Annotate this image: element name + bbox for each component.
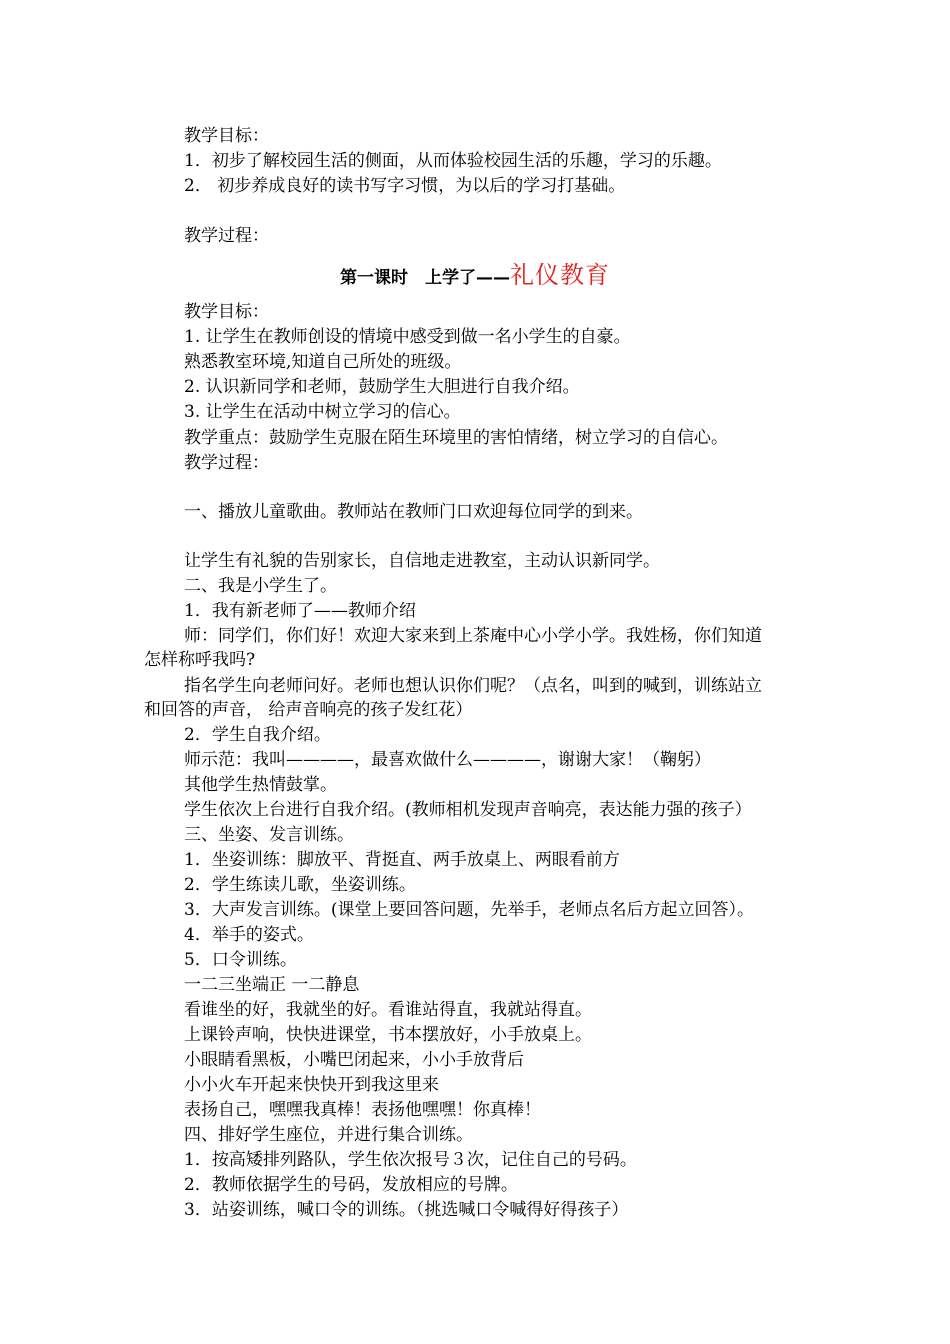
paragraph: 让学生有礼貌的告别家长，自信地走进教室，主动认识新同学。 bbox=[184, 551, 660, 571]
paragraph: 2．学生自我介绍。 bbox=[184, 725, 331, 745]
paragraph: 2．教师依据学生的号码，发放相应的号牌。 bbox=[184, 1175, 518, 1195]
section-heading: 三、坐姿、发言训练。 bbox=[184, 825, 354, 845]
lesson-process-heading: 教学过程： bbox=[184, 453, 269, 473]
paragraph-continuation: 怎样称呼我吗? bbox=[144, 650, 256, 670]
paragraph-continuation: 和回答的声音， 给声音响亮的孩子发红花） bbox=[144, 700, 473, 720]
chant-line: 小眼睛看黑板，小嘴巴闭起来，小小手放背后 bbox=[184, 1050, 524, 1070]
paragraph: 其他学生热情鼓掌。 bbox=[184, 775, 337, 795]
lesson-goal-1b: 熟悉教室环境,知道自己所处的班级。 bbox=[184, 352, 462, 372]
section-heading: 二、我是小学生了。 bbox=[184, 576, 337, 596]
paragraph: 4．举手的姿式。 bbox=[184, 925, 314, 945]
chant-line: 表扬自己，嘿嘿我真棒！表扬他嘿嘿！你真棒！ bbox=[184, 1100, 541, 1120]
paragraph: 指名学生向老师问好。老师也想认识你们呢？（点名，叫到的喊到，训练站立 bbox=[184, 676, 762, 696]
paragraph: 2．学生练读儿歌，坐姿训练。 bbox=[184, 875, 416, 895]
goals-heading: 教学目标： bbox=[184, 126, 269, 146]
paragraph: 1．按高矮排列路队，学生依次报号３次，记住自己的号码。 bbox=[184, 1150, 637, 1170]
paragraph: 3．站姿训练，喊口令的训练。（挑选喊口令喊得好得孩子） bbox=[184, 1200, 629, 1220]
paragraph: 1．我有新老师了——教师介绍 bbox=[184, 601, 416, 621]
lesson-key-point: 教学重点：鼓励学生克服在陌生环境里的害怕情绪，树立学习的自信心。 bbox=[184, 428, 728, 448]
goal-line-1: 1．初步了解校园生活的侧面，从而体验校园生活的乐趣，学习的乐趣。 bbox=[184, 151, 722, 171]
lesson-title-highlight: 礼仪教育 bbox=[510, 261, 610, 289]
paragraph: 3．大声发言训练。(课堂上要回答问题，先举手，老师点名后方起立回答）。 bbox=[184, 900, 754, 920]
lesson-title-main: 第一课时 上学了—— bbox=[340, 268, 510, 288]
section-heading: 四、排好学生座位，并进行集合训练。 bbox=[184, 1125, 473, 1145]
chant-line: 小小火车开起来快快开到我这里来 bbox=[184, 1075, 439, 1095]
lesson-goal-2: 2. 认识新同学和老师，鼓励学生大胆进行自我介绍。 bbox=[184, 377, 580, 397]
process-heading: 教学过程： bbox=[184, 226, 269, 246]
paragraph: 一、播放儿童歌曲。教师站在教师门口欢迎每位同学的到来。 bbox=[184, 502, 643, 522]
paragraph: 5．口令训练。 bbox=[184, 950, 297, 970]
lesson-goals-heading: 教学目标： bbox=[184, 302, 269, 322]
paragraph: 师示范：我叫————，最喜欢做什么————，谢谢大家！（鞠躬） bbox=[184, 750, 711, 770]
chant-line: 一二三坐端正 一二静息 bbox=[184, 975, 360, 995]
lesson-goal-3: 3. 让学生在活动中树立学习的信心。 bbox=[184, 402, 461, 422]
chant-line: 看谁坐的好，我就坐的好。看谁站得直，我就站得直。 bbox=[184, 1000, 592, 1020]
goal-line-2: 2． 初步养成良好的读书写字习惯，为以后的学习打基础。 bbox=[184, 176, 626, 196]
paragraph: 1．坐姿训练：脚放平、背挺直、两手放桌上、两眼看前方 bbox=[184, 850, 620, 870]
lesson-goal-1: 1. 让学生在教师创设的情境中感受到做一名小学生的自豪。 bbox=[184, 327, 631, 347]
lesson-title bbox=[0, 258, 950, 295]
paragraph: 学生依次上台进行自我介绍。(教师相机发现声音响亮，表达能力强的孩子） bbox=[184, 800, 752, 820]
paragraph: 师：同学们，你们好！欢迎大家来到上茶庵中心小学小学。我姓杨，你们知道 bbox=[184, 626, 762, 646]
chant-line: 上课铃声响，快快进课堂，书本摆放好，小手放桌上。 bbox=[184, 1025, 592, 1045]
